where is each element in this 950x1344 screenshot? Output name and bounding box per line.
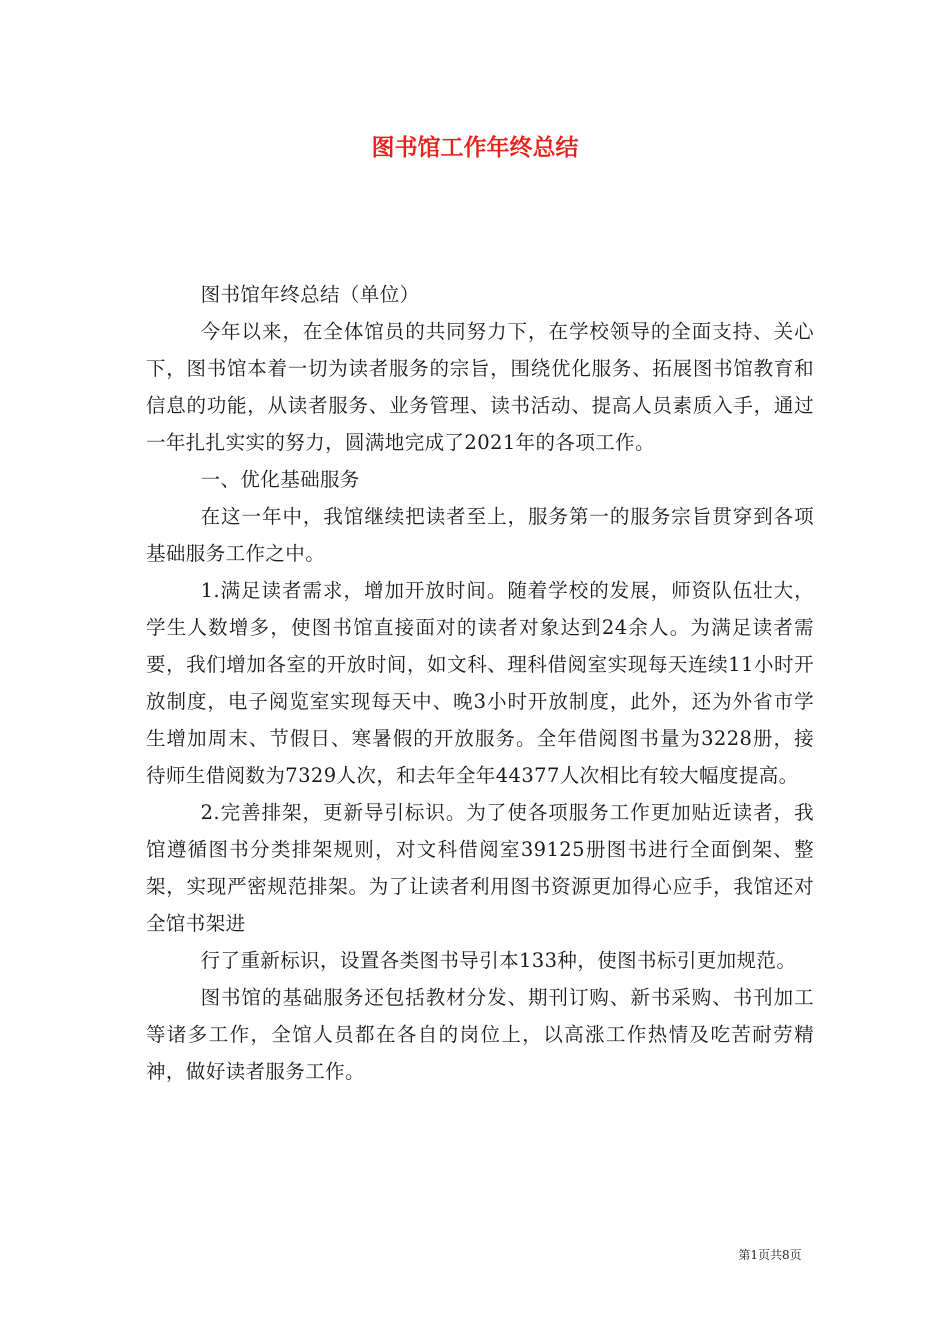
paragraph: 1.满足读者需求，增加开放时间。随着学校的发展，师资队伍壮大，学生人数增多，使图书馆直接面对的读者对象达到24余人。为满足读者需要，我们增加各室的开放时间，如文科、理科借阅室实现每天连续11小时开放制度，电子阅览室实现每天中、晚3小时开放制度，此外，还为外省市学生增加周末、节假日、寒暑假的开放服务。全年借阅图书量为3228册，接待师生借阅数为7329人次，和去年全年44377人次相比有较大幅度提高。 bbox=[146, 579, 814, 787]
paragraph: 行了重新标识，设置各类图书导引本133种，使图书标引更加规范。 bbox=[200, 949, 797, 972]
page-number: 第1页共8页 bbox=[738, 1248, 802, 1262]
document-title: 图书馆工作年终总结 bbox=[371, 135, 579, 161]
paragraph-subtitle: 图书馆年终总结（单位） bbox=[200, 283, 420, 306]
paragraph: 2.完善排架，更新导引标识。为了使各项服务工作更加贴近读者，我馆遵循图书分类排架规则，对文科借阅室39125册图书进行全面倒架、整架，实现严密规范排架。为了让读者利用图书资源更加得心应手，我馆还对全馆书架进 bbox=[146, 801, 814, 935]
section-heading: 一、优化基础服务 bbox=[200, 468, 360, 491]
paragraph: 在这一年中，我馆继续把读者至上，服务第一的服务宗旨贯穿到各项基础服务工作之中。 bbox=[146, 505, 814, 565]
document-body bbox=[146, 276, 814, 1090]
paragraph-intro: 今年以来，在全体馆员的共同努力下，在学校领导的全面支持、关心下，图书馆本着一切为读者服务的宗旨，围绕优化服务、拓展图书馆教育和信息的功能，从读者服务、业务管理、读书活动、提高人员素质入手，通过一年扎扎实实的努力，圆满地完成了2021年的各项工作。 bbox=[146, 320, 814, 454]
paragraph: 图书馆的基础服务还包括教材分发、期刊订购、新书采购、书刊加工等诸多工作，全馆人员都在各自的岗位上，以高涨工作热情及吃苦耐劳精神，做好读者服务工作。 bbox=[146, 986, 814, 1083]
